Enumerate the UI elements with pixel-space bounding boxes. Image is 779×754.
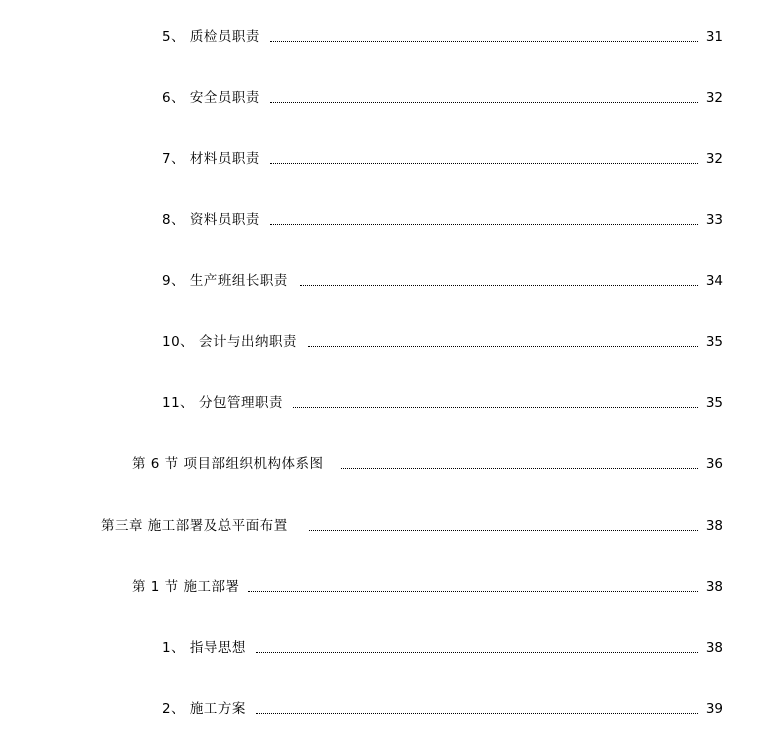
toc-dot-leader	[270, 163, 702, 164]
toc-entry-page-number: 39	[699, 698, 723, 720]
toc-entry-section-6-org-chart[interactable]	[0, 453, 779, 475]
toc-entry-label: 6、 安全员职责	[162, 87, 261, 109]
toc-dot-leader	[300, 285, 702, 286]
toc-entry-page-number: 33	[699, 209, 723, 231]
toc-entry-label: 9、 生产班组长职责	[162, 270, 289, 292]
toc-entry-label: 8、 资料员职责	[162, 209, 261, 231]
toc-entry-label: 1、 指导思想	[162, 637, 247, 659]
toc-entry-page-number: 36	[699, 453, 723, 475]
toc-dot-leader	[256, 652, 702, 653]
toc-entry-page-number: 34	[699, 270, 723, 292]
toc-entry-label: 2、 施工方案	[162, 698, 247, 720]
toc-dot-leader	[270, 41, 702, 42]
toc-entry-chapter-3[interactable]	[0, 515, 779, 537]
toc-entry-team-leader[interactable]	[0, 270, 779, 292]
toc-entry-label: 10、 会计与出纳职责	[162, 331, 298, 353]
toc-entry-page-number: 38	[699, 637, 723, 659]
toc-dot-leader	[293, 407, 702, 408]
toc-entry-subcontract-management[interactable]	[0, 392, 779, 414]
toc-entry-page-number: 35	[699, 331, 723, 353]
toc-entry-documentation-officer[interactable]	[0, 209, 779, 231]
toc-entry-label: 7、 材料员职责	[162, 148, 261, 170]
toc-dot-leader	[270, 102, 702, 103]
toc-entry-construction-plan[interactable]	[0, 698, 779, 720]
toc-entry-page-number: 32	[699, 87, 723, 109]
toc-dot-leader	[308, 346, 702, 347]
toc-dot-leader	[248, 591, 702, 592]
toc-entry-guiding-principle[interactable]	[0, 637, 779, 659]
toc-entry-page-number: 35	[699, 392, 723, 414]
toc-entry-label: 第 6 节 项目部组织机构体系图	[132, 453, 324, 475]
toc-entry-label: 第 1 节 施工部署	[132, 576, 240, 598]
toc-entry-page-number: 38	[699, 576, 723, 598]
toc-dot-leader	[309, 530, 702, 531]
toc-dot-leader	[270, 224, 702, 225]
toc-dot-leader	[341, 468, 702, 469]
toc-entry-quality-inspector[interactable]	[0, 26, 779, 48]
toc-entry-page-number: 32	[699, 148, 723, 170]
toc-dot-leader	[256, 713, 702, 714]
toc-entry-page-number: 31	[699, 26, 723, 48]
toc-entry-materials-officer[interactable]	[0, 148, 779, 170]
toc-entry-label: 11、 分包管理职责	[162, 392, 284, 414]
toc-entry-page-number: 38	[699, 515, 723, 537]
toc-entry-section-1-deployment[interactable]	[0, 576, 779, 598]
toc-entry-accountant-cashier[interactable]	[0, 331, 779, 353]
toc-entry-safety-officer[interactable]	[0, 87, 779, 109]
toc-entry-label: 第三章 施工部署及总平面布置	[101, 515, 289, 537]
toc-entry-label: 5、 质检员职责	[162, 26, 261, 48]
